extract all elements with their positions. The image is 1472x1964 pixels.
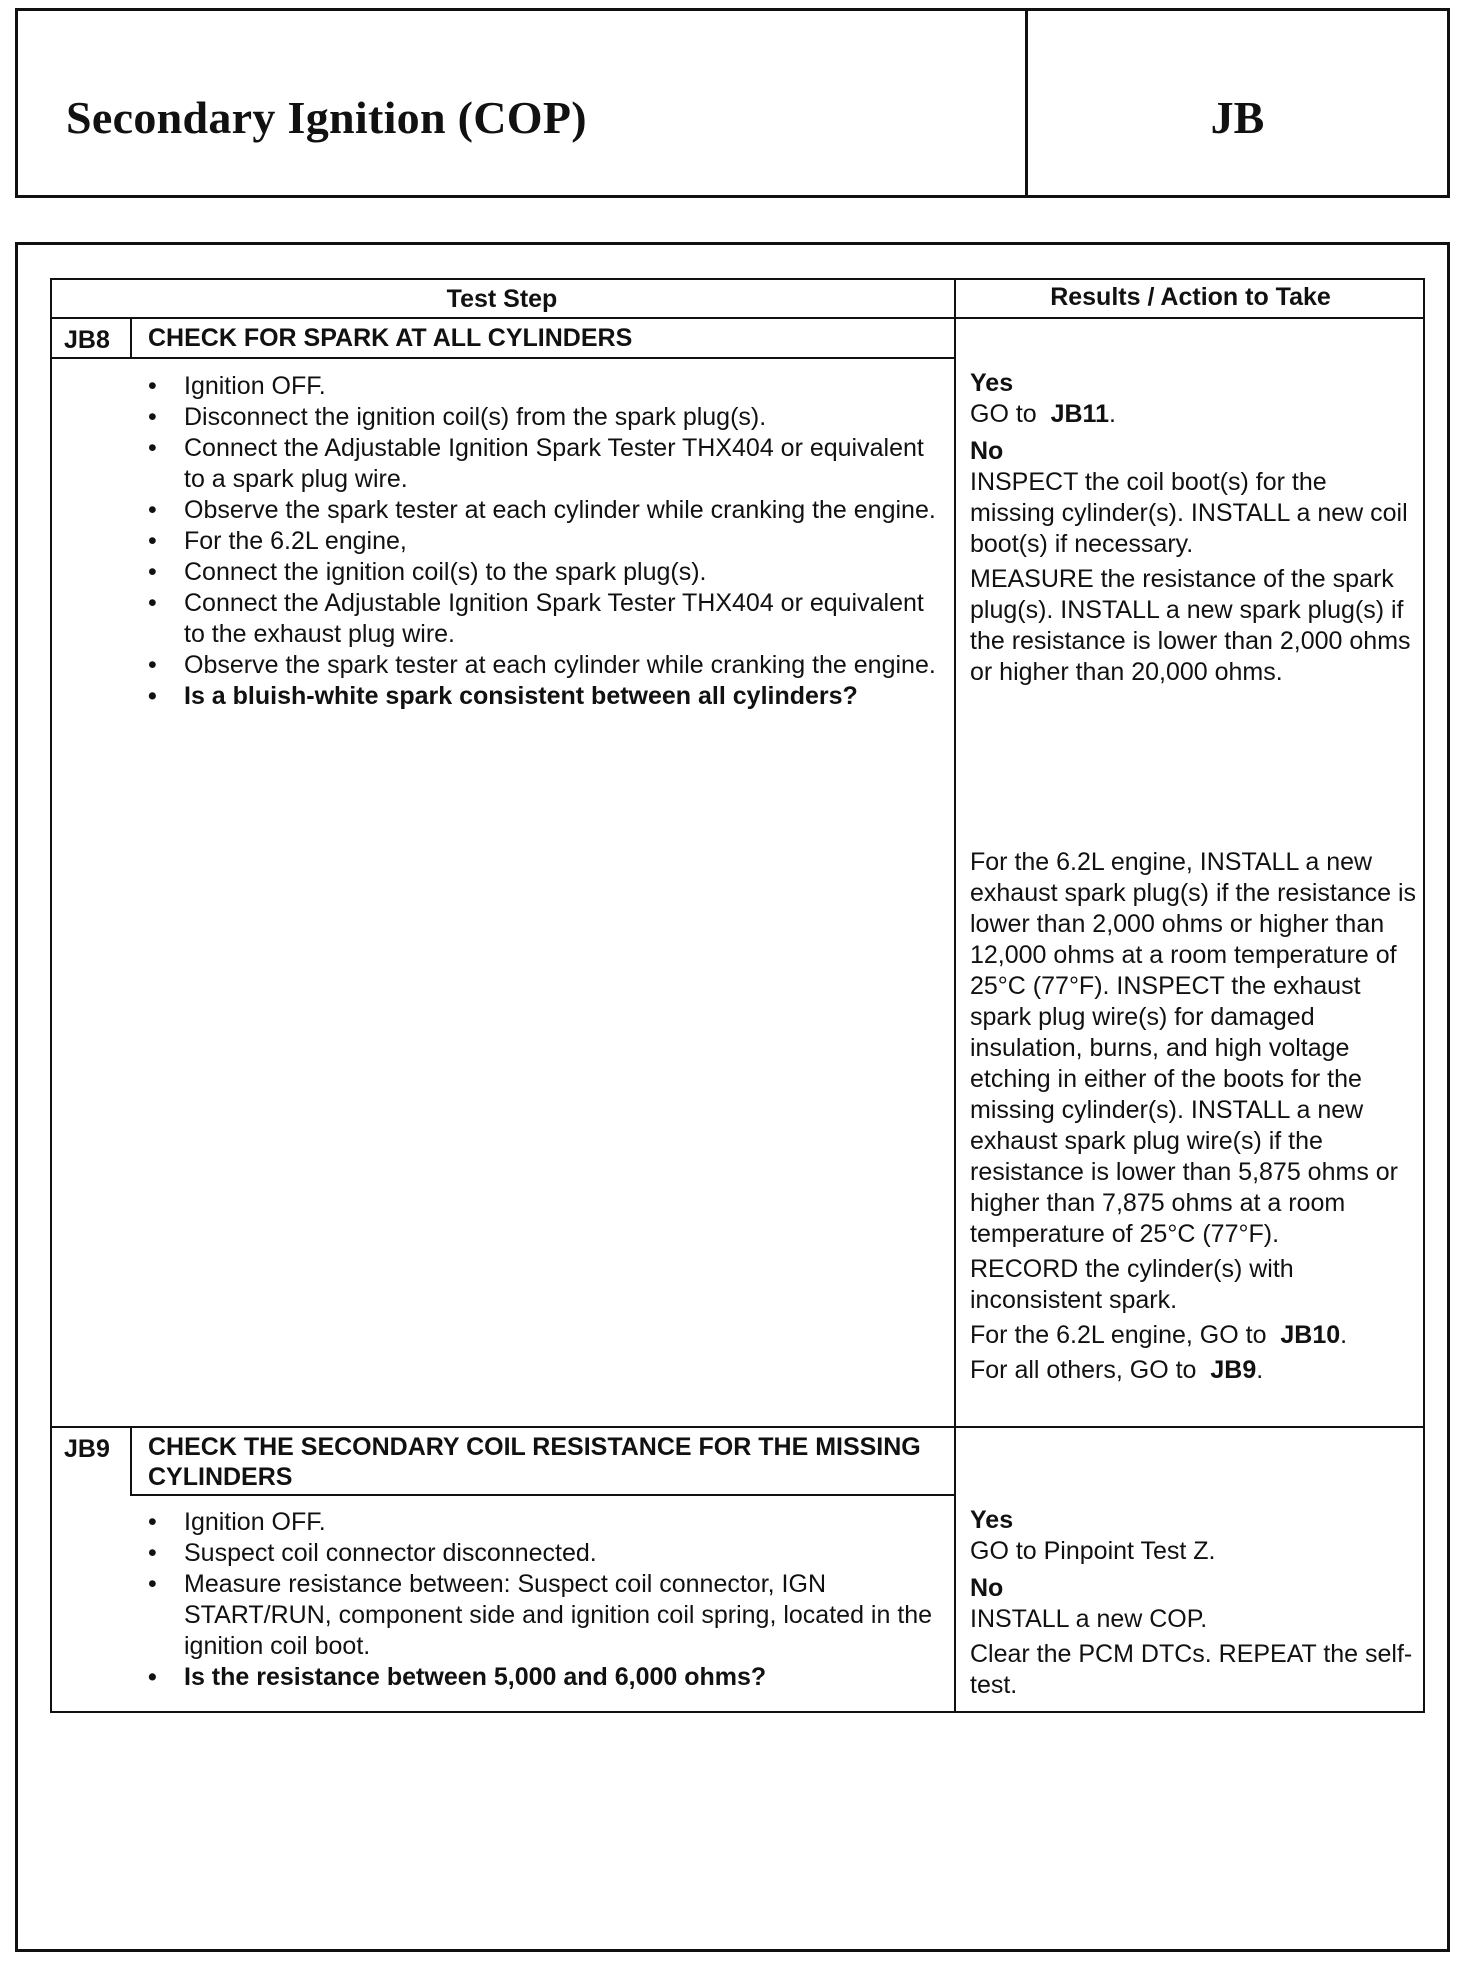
list-item: • Ignition OFF. bbox=[142, 371, 942, 402]
jb8-step-list bbox=[142, 371, 942, 712]
page-header bbox=[15, 8, 1450, 198]
jb9-no-label: No bbox=[970, 1574, 1004, 1602]
jb8-no-p5-target: JB10 bbox=[1280, 1321, 1341, 1349]
col-header-results: Results / Action to Take bbox=[1050, 283, 1331, 311]
test-step-table bbox=[50, 278, 1425, 1713]
jb9-question: • Is the resistance between 5,000 and 6,000 ohms? bbox=[142, 1662, 942, 1693]
list-item: • Observe the spark tester at each cylinder while cranking the engine. bbox=[142, 495, 942, 526]
step-id-jb8: JB8 bbox=[64, 326, 110, 354]
jb9-yes-text: GO to Pinpoint Test Z. bbox=[970, 1537, 1216, 1565]
jb8-no-p1: INSPECT the coil boot(s) for the missing cylinder(s). INSTALL a new coil boot(s) if necessary. bbox=[970, 468, 1408, 558]
jb8-no-label: No bbox=[970, 437, 1004, 465]
jb9-id-divider bbox=[130, 1427, 132, 1495]
column-divider bbox=[954, 278, 956, 1713]
jb8-yes-label: Yes bbox=[970, 369, 1014, 397]
jb8-no-p6: For all others, GO to JB9. bbox=[970, 1356, 1264, 1384]
section-code: JB bbox=[1210, 92, 1265, 143]
header-row-divider bbox=[50, 317, 1425, 319]
jb9-title-divider bbox=[130, 1494, 956, 1496]
table-border-top bbox=[50, 278, 1425, 280]
jb8-no-p4: RECORD the cylinder(s) with inconsistent spark. bbox=[970, 1255, 1294, 1314]
jb8-no-p6-text: For all others, GO to bbox=[970, 1356, 1197, 1384]
jb9-no-p2: Clear the PCM DTCs. REPEAT the self-test. bbox=[970, 1640, 1413, 1699]
col-header-test-step: Test Step bbox=[446, 285, 558, 313]
jb8-yes-text: GO to bbox=[970, 400, 1037, 428]
jb8-no-p5: For the 6.2L engine, GO to JB10. bbox=[970, 1321, 1348, 1349]
jb8-no-p2: MEASURE the resistance of the spark plug(s). INSTALL a new spark plug(s) if the resistance is lower than 2,000 ohms or higher than 20,000 ohms. bbox=[970, 565, 1411, 686]
step-id-jb9: JB9 bbox=[64, 1435, 110, 1463]
jb8-title-divider bbox=[50, 357, 956, 359]
list-item: • Observe the spark tester at each cylinder while cranking the engine. bbox=[142, 650, 942, 681]
jb8-no-p3: For the 6.2L engine, INSTALL a new exhaust spark plug(s) if the resistance is lower than 2,000 ohms or higher than 12,000 ohms at a room temperature of 25°C (77°F). INSPECT the exhaust spark plug wire(s) for damaged insulation, burns, and high voltage etching in either of the boots for the missing cylinder(s). INSTALL a new exhaust spark plug wire(s) if the resistance is lower than 5,875 ohms or higher than 7,875 ohms at a room temperature of 25°C (77°F). bbox=[970, 848, 1417, 1248]
jb8-question: • Is a bluish-white spark consistent between all cylinders? bbox=[142, 681, 942, 712]
jb9-yes-label: Yes bbox=[970, 1506, 1014, 1534]
step-title-jb8: CHECK FOR SPARK AT ALL CYLINDERS bbox=[148, 324, 633, 352]
list-item: • For the 6.2L engine, bbox=[142, 526, 942, 557]
jb9-step-list bbox=[142, 1507, 942, 1693]
jb8-yes-target: JB11 bbox=[1050, 400, 1109, 428]
jb8-results bbox=[970, 368, 1418, 692]
list-item: • Connect the Adjustable Ignition Spark Tester THX404 or equivalent to the exhaust plug wire. bbox=[142, 588, 942, 650]
list-item: • Disconnect the ignition coil(s) from the spark plug(s). bbox=[142, 402, 942, 433]
list-item: • Connect the Adjustable Ignition Spark Tester THX404 or equivalent to a spark plug wire. bbox=[142, 433, 942, 495]
jb8-id-divider bbox=[130, 318, 132, 358]
jb8-no-p5-text: For the 6.2L engine, GO to bbox=[970, 1321, 1267, 1349]
table-border-bottom bbox=[50, 1711, 1425, 1713]
jb9-no-p1: INSTALL a new COP. bbox=[970, 1605, 1208, 1633]
page-title: Secondary Ignition (COP) bbox=[66, 92, 587, 143]
jb8-results-cont bbox=[970, 847, 1418, 1390]
jb9-results bbox=[970, 1505, 1418, 1705]
table-border-left bbox=[50, 278, 52, 1713]
list-item: • Measure resistance between: Suspect coil connector, IGN START/RUN, component side and ignition coil spring, located in the ignition coil boot. bbox=[142, 1569, 942, 1662]
table-border-right bbox=[1423, 278, 1425, 1713]
step-title-jb9: CHECK THE SECONDARY COIL RESISTANCE FOR THE MISSING CYLINDERS bbox=[148, 1433, 921, 1491]
jb8-no-p6-target: JB9 bbox=[1210, 1356, 1257, 1384]
jb8-yes-action: GO to JB11. bbox=[970, 400, 1116, 428]
list-item: • Connect the ignition coil(s) to the spark plug(s). bbox=[142, 557, 942, 588]
list-item: • Suspect coil connector disconnected. bbox=[142, 1538, 942, 1569]
list-item: • Ignition OFF. bbox=[142, 1507, 942, 1538]
jb8-jb9-divider bbox=[50, 1426, 1425, 1428]
